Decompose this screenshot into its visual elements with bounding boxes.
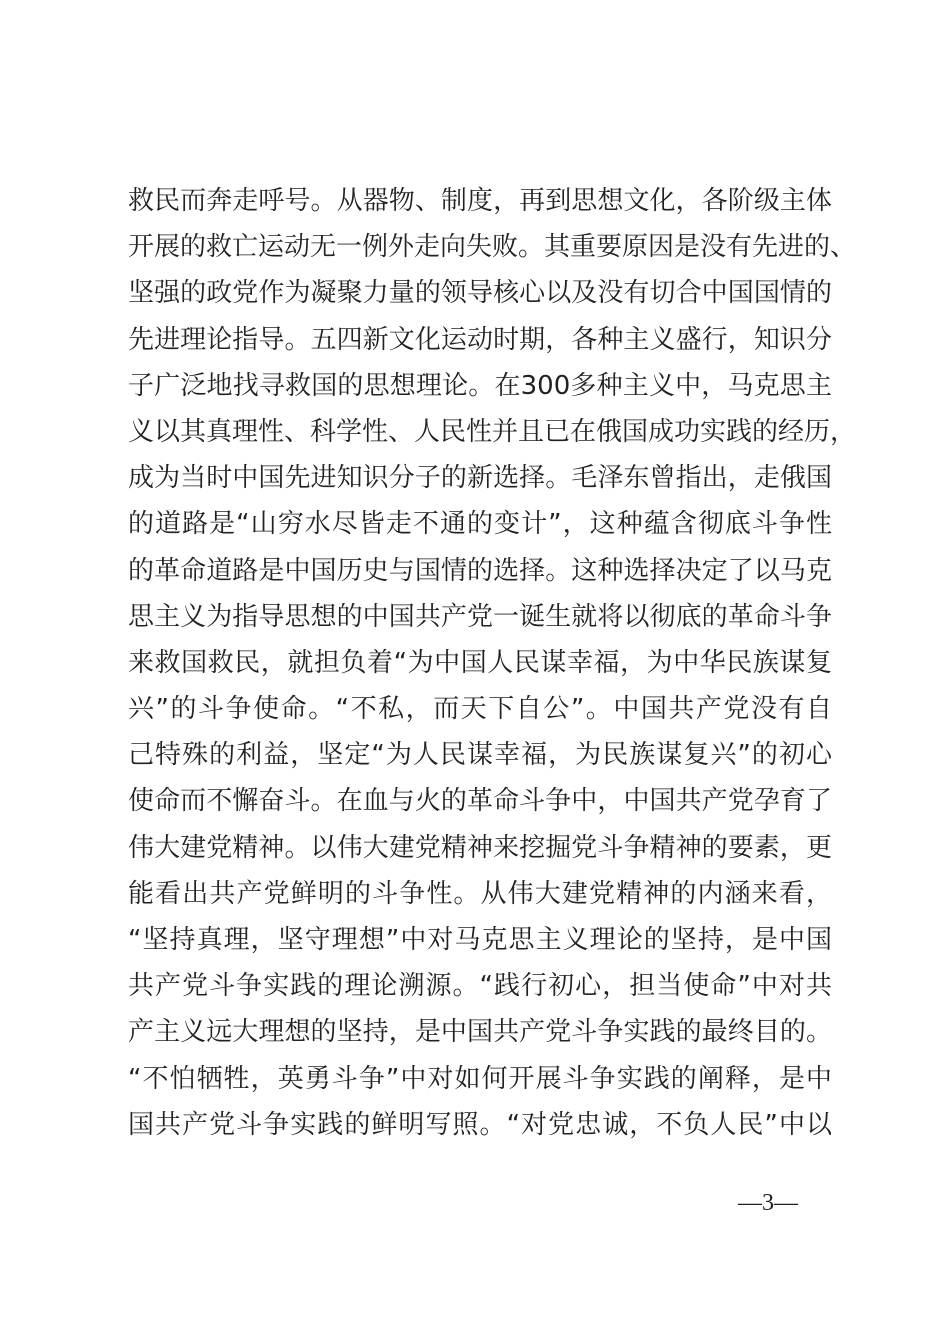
text-line: 成为当时中国先进知识分子的新选择。毛泽东曾指出，走俄国 bbox=[128, 463, 832, 494]
text-line: 己特殊的利益，坚定“为人民谋幸福，为民族谋复兴”的初心 bbox=[128, 740, 832, 771]
text-line: 的革命道路是中国历史与国情的选择。这种选择决定了以马克 bbox=[128, 555, 832, 586]
text-line: 共产党斗争实践的理论溯源。“践行初心，担当使命”中对共 bbox=[128, 971, 832, 1002]
text-line: 的道路是“山穷水尽皆走不通的变计”，这种蕴含彻底斗争性 bbox=[128, 509, 832, 540]
body-text bbox=[128, 178, 857, 1148]
text-line: 伟大建党精神。以伟大建党精神来挖掘党斗争精神的要素，更 bbox=[128, 832, 832, 863]
text-line: 能看出共产党鲜明的斗争性。从伟大建党精神的内涵来看， bbox=[128, 878, 832, 909]
text-line: 先进理论指导。五四新文化运动时期，各种主义盛行，知识分 bbox=[128, 324, 832, 355]
text-line: 坚强的政党作为凝聚力量的领导核心以及没有切合中国国情的 bbox=[128, 278, 832, 309]
text-line: 产主义远大理想的坚持，是中国共产党斗争实践的最终目的。 bbox=[128, 1017, 832, 1048]
text-line: 思主义为指导思想的中国共产党一诞生就将以彻底的革命斗争 bbox=[128, 601, 832, 632]
text-line: “不怕牺牲，英勇斗争”中对如何开展斗争实践的阐释，是中 bbox=[128, 1063, 832, 1094]
text-line: 使命而不懈奋斗。在血与火的革命斗争中，中国共产党孕育了 bbox=[128, 786, 832, 817]
text-line: 救民而奔走呼号。从器物、制度，再到思想文化，各阶级主体 bbox=[128, 186, 832, 216]
text-line: 义以其真理性、科学性、人民性并且已在俄国成功实践的经历， bbox=[128, 416, 857, 447]
text-line: 国共产党斗争实践的鲜明写照。“对党忠诚，不负人民”中以 bbox=[128, 1109, 832, 1140]
text-line: 兴”的斗争使命。“不私，而天下自公”。中国共产党没有自 bbox=[128, 694, 832, 725]
text-line: 开展的救亡运动无一例外走向失败。其重要原因是没有先进的、 bbox=[128, 232, 857, 263]
text-line: 来救国救民，就担负着“为中国人民谋幸福，为中华民族谋复 bbox=[128, 647, 832, 678]
text-line: “坚持真理，坚守理想”中对马克思主义理论的坚持，是中国 bbox=[128, 925, 832, 955]
page-number: —3— bbox=[738, 1190, 798, 1216]
text-line: 子广泛地找寻救国的思想理论。在300多种主义中，马克思主 bbox=[128, 370, 832, 401]
